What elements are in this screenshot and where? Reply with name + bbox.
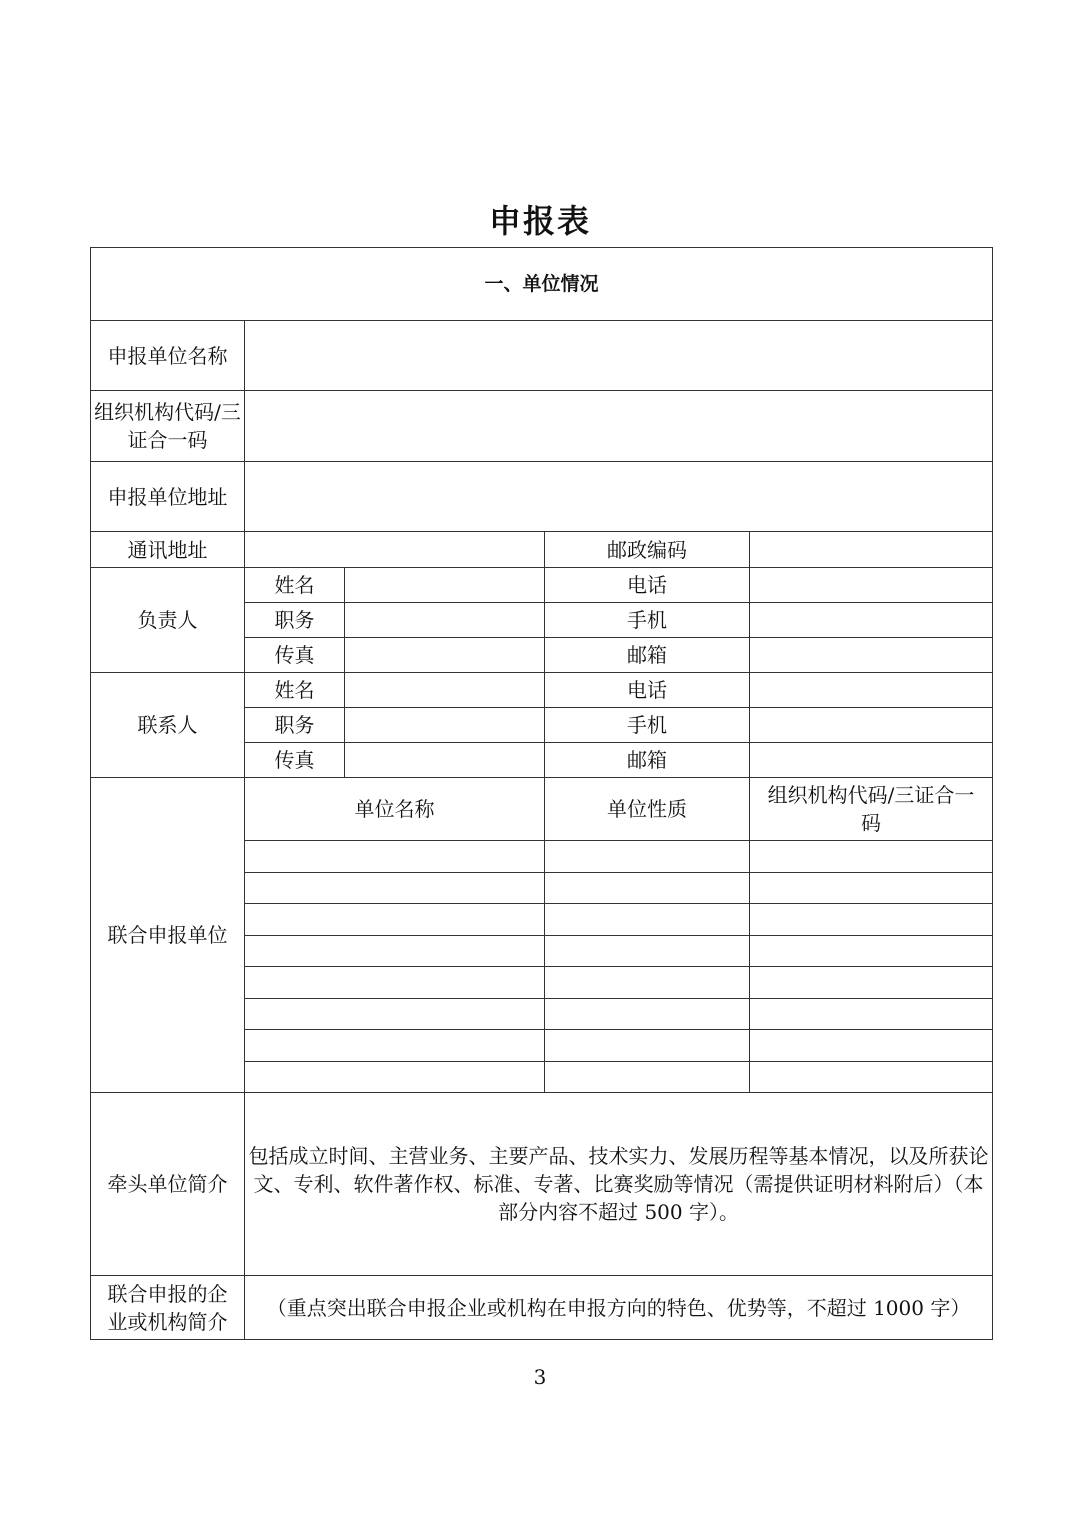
joint-row-code-cell[interactable] bbox=[750, 841, 993, 873]
joint-row-type-cell[interactable] bbox=[545, 841, 750, 873]
joint-row-name-cell[interactable] bbox=[245, 872, 545, 904]
joint-row-name-cell[interactable] bbox=[245, 1030, 545, 1062]
joint-row-type-cell[interactable] bbox=[545, 998, 750, 1030]
unit-name-field[interactable] bbox=[245, 321, 993, 391]
joint-row-type-cell[interactable] bbox=[545, 1061, 750, 1093]
contact-mobile-label: 手机 bbox=[545, 708, 750, 743]
leader-fax-field[interactable] bbox=[345, 638, 545, 673]
contact-email-field[interactable] bbox=[750, 743, 993, 778]
contact-name-field[interactable] bbox=[345, 673, 545, 708]
leader-phone-label: 电话 bbox=[545, 568, 750, 603]
joint-row-name-cell[interactable] bbox=[245, 1061, 545, 1093]
leader-mobile-field[interactable] bbox=[750, 603, 993, 638]
joint-header-unit-name: 单位名称 bbox=[245, 778, 545, 841]
leader-phone-field[interactable] bbox=[750, 568, 993, 603]
leader-position-field[interactable] bbox=[345, 603, 545, 638]
contact-position-label: 职务 bbox=[245, 708, 345, 743]
joint-row-name-cell[interactable] bbox=[245, 935, 545, 967]
mail-address-field[interactable] bbox=[245, 532, 545, 568]
contact-fax-label: 传真 bbox=[245, 743, 345, 778]
leader-email-field[interactable] bbox=[750, 638, 993, 673]
joint-row-name-cell[interactable] bbox=[245, 967, 545, 999]
joint-intro-field[interactable]: （重点突出联合申报企业或机构在申报方向的特色、优势等，不超过 1000 字） bbox=[245, 1276, 993, 1340]
joint-row-type-cell[interactable] bbox=[545, 904, 750, 936]
page-number: 3 bbox=[533, 1365, 547, 1389]
joint-row-code-cell[interactable] bbox=[750, 935, 993, 967]
leader-position-label: 职务 bbox=[245, 603, 345, 638]
joint-header-unit-type: 单位性质 bbox=[545, 778, 750, 841]
contact-position-field[interactable] bbox=[345, 708, 545, 743]
contact-phone-field[interactable] bbox=[750, 673, 993, 708]
joint-row-type-cell[interactable] bbox=[545, 1030, 750, 1062]
application-form-table bbox=[90, 247, 993, 1340]
postcode-label: 邮政编码 bbox=[545, 532, 750, 568]
joint-row-code-cell[interactable] bbox=[750, 998, 993, 1030]
joint-row-type-cell[interactable] bbox=[545, 967, 750, 999]
joint-applicants-label: 联合申报单位 bbox=[91, 778, 245, 1093]
leader-email-label: 邮箱 bbox=[545, 638, 750, 673]
lead-intro-label: 牵头单位简介 bbox=[91, 1093, 245, 1276]
org-code-field[interactable] bbox=[245, 391, 993, 462]
joint-row-code-cell[interactable] bbox=[750, 1061, 993, 1093]
joint-header-org-code: 组织机构代码/三证合一码 bbox=[750, 778, 993, 841]
postcode-field[interactable] bbox=[750, 532, 993, 568]
joint-row-code-cell[interactable] bbox=[750, 904, 993, 936]
contact-mobile-field[interactable] bbox=[750, 708, 993, 743]
joint-row-code-cell[interactable] bbox=[750, 1030, 993, 1062]
joint-intro-label: 联合申报的企业或机构简介 bbox=[91, 1276, 245, 1340]
leader-name-label: 姓名 bbox=[245, 568, 345, 603]
document-title: 申报表 bbox=[488, 202, 591, 240]
joint-row-code-cell[interactable] bbox=[750, 967, 993, 999]
leader-label: 负责人 bbox=[91, 568, 245, 673]
joint-row-name-cell[interactable] bbox=[245, 904, 545, 936]
org-code-label: 组织机构代码/三证合一码 bbox=[91, 391, 245, 462]
unit-address-label: 申报单位地址 bbox=[91, 462, 245, 532]
leader-name-field[interactable] bbox=[345, 568, 545, 603]
section-heading-unit-info: 一、单位情况 bbox=[91, 248, 993, 321]
joint-row-type-cell[interactable] bbox=[545, 935, 750, 967]
joint-row-name-cell[interactable] bbox=[245, 998, 545, 1030]
joint-row-code-cell[interactable] bbox=[750, 872, 993, 904]
leader-fax-label: 传真 bbox=[245, 638, 345, 673]
unit-address-field[interactable] bbox=[245, 462, 993, 532]
joint-row-name-cell[interactable] bbox=[245, 841, 545, 873]
contact-phone-label: 电话 bbox=[545, 673, 750, 708]
unit-name-label: 申报单位名称 bbox=[91, 321, 245, 391]
mail-address-label: 通讯地址 bbox=[91, 532, 245, 568]
lead-intro-field[interactable]: 包括成立时间、主营业务、主要产品、技术实力、发展历程等基本情况，以及所获论文、专利、软件著作权、标准、专著、比赛奖励等情况（需提供证明材料附后）（本部分内容不超过 500 字）。 bbox=[245, 1093, 993, 1276]
contact-email-label: 邮箱 bbox=[545, 743, 750, 778]
contact-name-label: 姓名 bbox=[245, 673, 345, 708]
leader-mobile-label: 手机 bbox=[545, 603, 750, 638]
joint-row-type-cell[interactable] bbox=[545, 872, 750, 904]
contact-fax-field[interactable] bbox=[345, 743, 545, 778]
contact-label: 联系人 bbox=[91, 673, 245, 778]
